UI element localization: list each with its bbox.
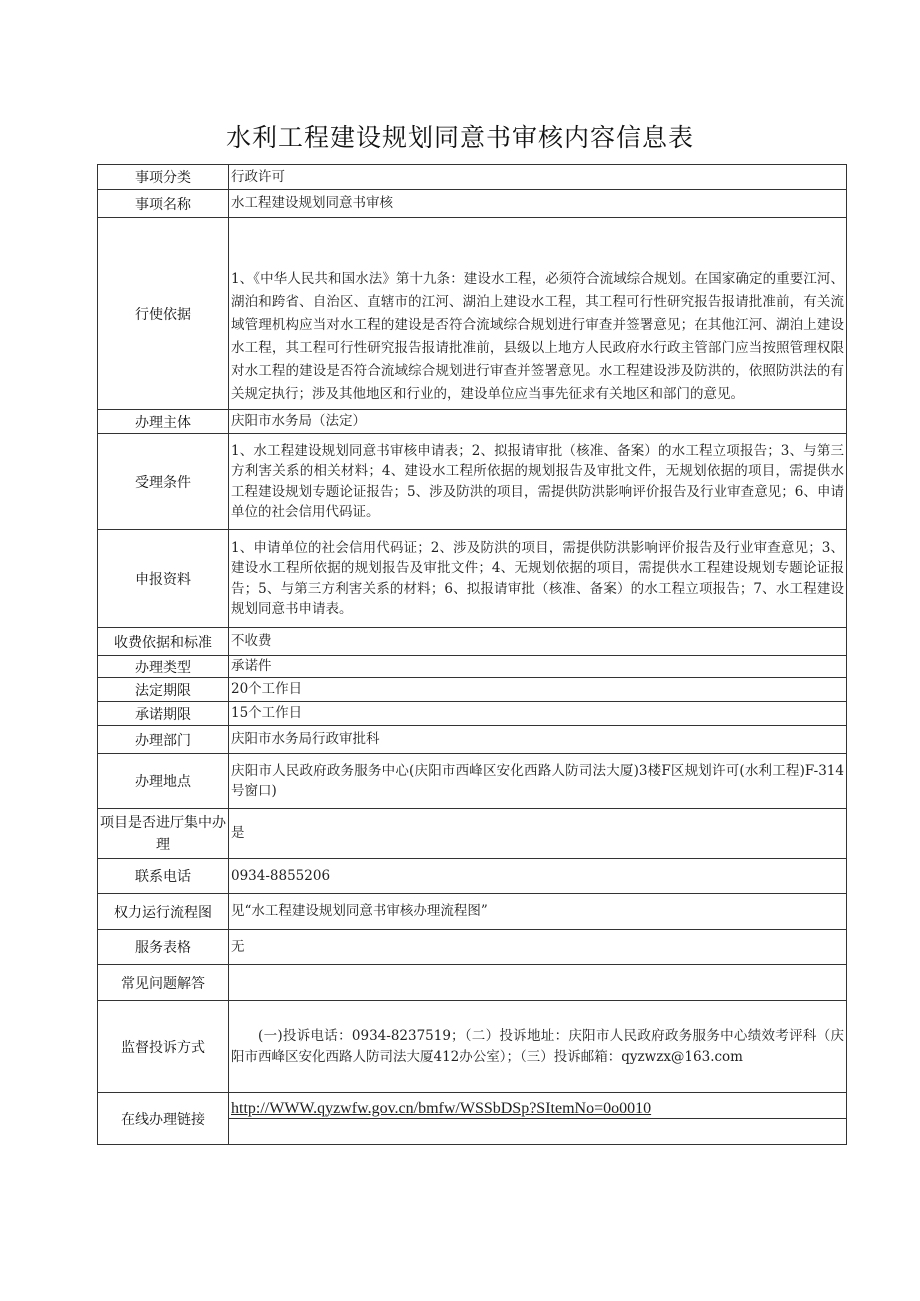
row-label-name: 事项名称 — [98, 190, 229, 218]
row-value-legal-period: 20个工作日 — [229, 678, 847, 702]
row-label-type: 办理类型 — [98, 656, 229, 678]
row-value-faq — [229, 965, 847, 1001]
table-row — [98, 894, 847, 930]
row-label-location: 办理地点 — [98, 754, 229, 809]
row-label-online-link: 在线办理链接 — [98, 1093, 229, 1145]
row-label-centralized: 项目是否进厅集中办理 — [98, 809, 229, 859]
online-link[interactable]: http://WWW.qyzwfw.gov.cn/bmfw/WSSbDSp?SItemNo=0o0010 — [231, 1099, 652, 1117]
row-value-category: 行政许可 — [229, 165, 847, 190]
row-label-materials: 申报资料 — [98, 530, 229, 628]
empty-subcell — [229, 1119, 846, 1138]
row-label-category: 事项分类 — [98, 165, 229, 190]
row-label-phone: 联系电话 — [98, 859, 229, 894]
row-label-acceptance: 受理条件 — [98, 434, 229, 530]
row-label-fees: 收费依据和标准 — [98, 628, 229, 656]
page-title: 水利工程建设规划同意书审核内容信息表 — [225, 123, 694, 152]
row-value-acceptance: 1、水工程建设规划同意书审核申请表；2、拟报请审批（核准、备案）的水工程立项报告；3、与第三方利害关系的相关材料；4、建设水工程所依据的规划报告及审批文件，无规划依据的项目，需提供水工程建设规划专题论证报告；5、涉及防洪的项目，需提供防洪影响评价报告及行业审查意见；6、申请单位的社会信用代码证。 — [229, 434, 847, 530]
row-label-department: 办理部门 — [98, 726, 229, 754]
row-value-name: 水工程建设规划同意书审核 — [229, 190, 847, 218]
row-value-centralized: 是 — [229, 809, 847, 859]
table-row — [98, 656, 847, 678]
table-row — [98, 859, 847, 894]
row-label-subject: 办理主体 — [98, 410, 229, 434]
table-row — [98, 410, 847, 434]
row-value-promised-period: 15个工作日 — [229, 702, 847, 726]
table-row — [98, 1093, 847, 1145]
row-value-forms: 无 — [229, 930, 847, 965]
row-label-legal-basis: 行使依据 — [98, 218, 229, 410]
row-label-flowchart: 权力运行流程图 — [98, 894, 229, 930]
row-value-subject: 庆阳市水务局（法定） — [229, 410, 847, 434]
row-value-legal-basis: 1、《中华人民共和国水法》第十九条：建设水工程，必须符合流域综合规划。在国家确定的重要江河、湖泊和跨省、自治区、直辖市的江河、湖泊上建设水工程，其工程可行性研究报告报请批准前，有关流域管理机构应当对水工程的建设是否符合流域综合规划进行审查并签署意见；在其他江河、湖泊上建设水工程，其工程可行性研究报告报请批准前，县级以上地方人民政府水行政主管部门应当按照管理权限对水工程的建设是否符合流域综合规划进行审查并签署意见。水工程建设涉及防洪的，依照防洪法的有关规定执行；涉及其他地区和行业的，建设单位应当事先征求有关地区和部门的意见。 — [229, 218, 847, 410]
table-row — [98, 930, 847, 965]
row-value-online-link-cell — [229, 1093, 847, 1145]
table-row — [98, 628, 847, 656]
table-row — [98, 218, 847, 410]
row-value-phone: 0934-8855206 — [229, 859, 847, 894]
row-value-materials: 1、申请单位的社会信用代码证；2、涉及防洪的项目，需提供防洪影响评价报告及行业审查意见；3、建设水工程所依据的规划报告及审批文件；4、无规划依据的项目，需提供水工程建设规划专题论证报告；5、与第三方利害关系的材料；6、拟报请审批（核准、备案）的水工程立项报告；7、水工程建设规划同意书申请表。 — [229, 530, 847, 628]
row-label-legal-period: 法定期限 — [98, 678, 229, 702]
table-row — [98, 809, 847, 859]
info-table — [97, 164, 847, 1145]
table-row — [98, 530, 847, 628]
table-row — [98, 726, 847, 754]
row-label-complaint: 监督投诉方式 — [98, 1001, 229, 1093]
row-value-flowchart: 见“水工程建设规划同意书审核办理流程图” — [229, 894, 847, 930]
table-row — [98, 702, 847, 726]
row-value-location: 庆阳市人民政府政务服务中心(庆阳市西峰区安化西路人防司法大厦)3楼F区规划许可(水利工程)F-314号窗口) — [229, 754, 847, 809]
table-row — [98, 165, 847, 190]
row-label-faq: 常见问题解答 — [98, 965, 229, 1001]
row-label-forms: 服务表格 — [98, 930, 229, 965]
table-row — [98, 678, 847, 702]
table-row — [98, 754, 847, 809]
row-value-type: 承诺件 — [229, 656, 847, 678]
row-value-fees: 不收费 — [229, 628, 847, 656]
table-row — [98, 190, 847, 218]
table-row — [98, 1001, 847, 1093]
row-value-complaint: (一)投诉电话：0934-8237519；（二）投诉地址：庆阳市人民政府政务服务中心绩效考评科（庆阳市西峰区安化西路人防司法大厦412办公室）；（三）投诉邮箱：qyzwzx@163.com — [229, 1001, 847, 1093]
table-row — [98, 965, 847, 1001]
table-row — [98, 434, 847, 530]
row-label-promised-period: 承诺期限 — [98, 702, 229, 726]
row-value-department: 庆阳市水务局行政审批科 — [229, 726, 847, 754]
